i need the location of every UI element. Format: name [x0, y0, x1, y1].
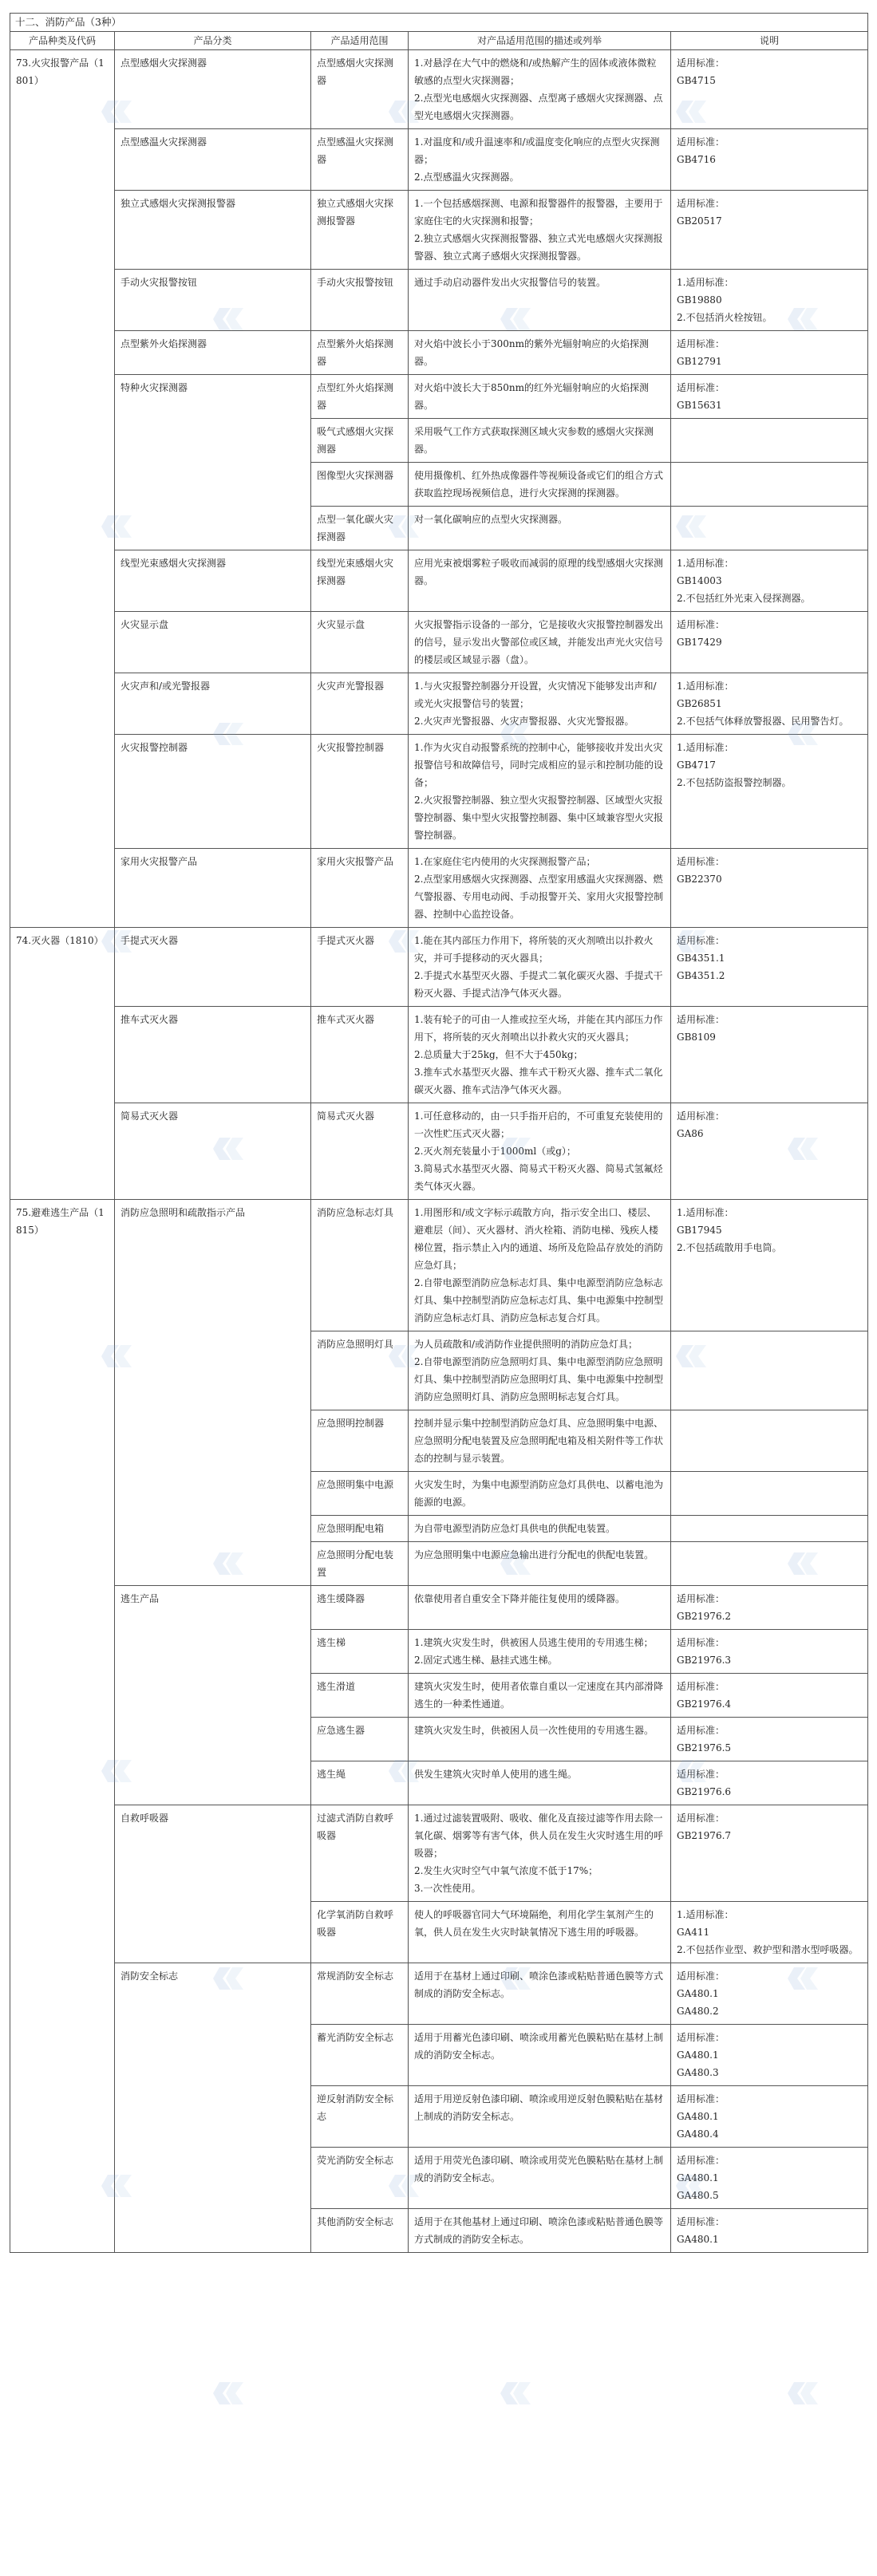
classification-cell: 火灾声和/或光警报器: [115, 673, 311, 735]
table-row: [10, 1718, 868, 1761]
description-cell: 依靠使用者自重安全下降并能往复使用的缓降器。: [409, 1586, 671, 1630]
table-row: [10, 50, 868, 129]
classification-cell: 家用火灾报警产品: [115, 849, 311, 928]
category-cell: [10, 1963, 115, 2025]
scope-cell: 逃生缓降器: [311, 1586, 409, 1630]
description-cell: 使用摄像机、红外热成像器件等视频设备或它们的组合方式获取监控现场视频信息，进行火灾探测的探测器。: [409, 463, 671, 507]
category-cell: [10, 1674, 115, 1718]
table-row: [10, 375, 868, 419]
table-row: [10, 1674, 868, 1718]
category-cell: [10, 1331, 115, 1410]
description-cell: 适用于在其他基材上通过印刷、喷涂色漆或粘贴普通色膜等方式制成的消防安全标志。: [409, 2209, 671, 2253]
description-cell: 1.对悬浮在大气中的燃烧和/或热解产生的固体或液体微粒敏感的点型火灾探测器； 2.点型光电感烟火灾探测器、点型离子感烟火灾探测器、点型光电感烟火灾探测器。: [409, 50, 671, 129]
category-cell: [10, 612, 115, 673]
scope-cell: 推车式灭火器: [311, 1007, 409, 1103]
category-cell: [10, 849, 115, 928]
header-cell: 说明: [671, 32, 868, 50]
note-cell: 适用标准： GB4715: [671, 50, 868, 129]
category-cell: 75.避难逃生产品（1815）: [10, 1200, 115, 1331]
note-cell: 1.适用标准： GB26851 2.不包括气体释放警报器、民用警告灯。: [671, 673, 868, 735]
scope-cell: 消防应急标志灯具: [311, 1200, 409, 1331]
table-row: [10, 1410, 868, 1472]
note-cell: 适用标准： GA480.1: [671, 2209, 868, 2253]
table-row: [10, 550, 868, 612]
category-cell: 74.灭火器（1810）: [10, 928, 115, 1007]
note-cell: 适用标准： GB8109: [671, 1007, 868, 1103]
description-cell: 采用吸气工作方式获取探测区域火灾参数的感烟火灾探测器。: [409, 419, 671, 463]
description-cell: 1.在家庭住宅内使用的火灾探测报警产品； 2.点型家用感烟火灾探测器、点型家用感温火灾探测器、燃气警报器、专用电动阀、手动报警开关、家用火灾报警控制器、控制中心监控设备。: [409, 849, 671, 928]
description-cell: 1.与火灾报警控制器分开设置，火灾情况下能够发出声和/或光火灾报警信号的装置； 2.火灾声光警报器、火灾声警报器、火灾光警报器。: [409, 673, 671, 735]
description-cell: 对火焰中波长大于850nm的红外光辐射响应的火焰探测器。: [409, 375, 671, 419]
classification-cell: [115, 463, 311, 507]
description-cell: 对火焰中波长小于300nm的紫外光辐射响应的火焰探测器。: [409, 331, 671, 375]
table-row: [10, 1586, 868, 1630]
description-cell: 适用于用荧光色漆印刷、喷涂或用荧光色膜粘贴在基材上制成的消防安全标志。: [409, 2148, 671, 2209]
note-cell: 1.适用标准： GB19880 2.不包括消火栓按钮。: [671, 270, 868, 331]
classification-cell: 自救呼吸器: [115, 1805, 311, 1902]
classification-cell: 火灾报警控制器: [115, 735, 311, 849]
note-cell: 适用标准： GA480.1 GA480.5: [671, 2148, 868, 2209]
scope-cell: 化学氧消防自救呼吸器: [311, 1902, 409, 1963]
classification-cell: 点型感温火灾探测器: [115, 129, 311, 191]
section-title: 十二、消防产品（3种）: [10, 14, 868, 32]
note-cell: [671, 463, 868, 507]
description-cell: 1.能在其内部压力作用下，将所装的灭火剂喷出以扑救火灾，并可手提移动的灭火器具； 2.手提式水基型灭火器、手提式二氧化碳灭火器、手提式干粉灭火器、手提式洁净气体灭火器。: [409, 928, 671, 1007]
category-cell: [10, 1761, 115, 1805]
scope-cell: 常规消防安全标志: [311, 1963, 409, 2025]
category-cell: [10, 1410, 115, 1472]
classification-cell: [115, 1331, 311, 1410]
table-row: [10, 1516, 868, 1542]
classification-cell: [115, 2148, 311, 2209]
description-cell: 适用于在基材上通过印刷、喷涂色漆或粘贴普通色膜等方式制成的消防安全标志。: [409, 1963, 671, 2025]
classification-cell: [115, 2086, 311, 2148]
classification-cell: 独立式感烟火灾探测报警器: [115, 191, 311, 270]
category-cell: [10, 270, 115, 331]
scope-cell: 火灾声光警报器: [311, 673, 409, 735]
scope-cell: 火灾显示盘: [311, 612, 409, 673]
note-cell: 适用标准： GB21976.3: [671, 1630, 868, 1674]
scope-cell: 应急照明配电箱: [311, 1516, 409, 1542]
classification-cell: 逃生产品: [115, 1586, 311, 1630]
classification-cell: [115, 419, 311, 463]
scope-cell: 点型红外火焰探测器: [311, 375, 409, 419]
note-cell: 适用标准： GB21976.2: [671, 1586, 868, 1630]
note-cell: [671, 419, 868, 463]
table-row: [10, 1963, 868, 2025]
category-cell: [10, 1586, 115, 1630]
table-row: [10, 191, 868, 270]
category-cell: [10, 1630, 115, 1674]
description-cell: 应用光束被烟雾粒子吸收而减弱的原理的线型感烟火灾探测器。: [409, 550, 671, 612]
scope-cell: 家用火灾报警产品: [311, 849, 409, 928]
scope-cell: 逃生梯: [311, 1630, 409, 1674]
note-cell: 适用标准： GB21976.5: [671, 1718, 868, 1761]
table-row: [10, 2025, 868, 2086]
table-row: [10, 507, 868, 550]
table-row: [10, 270, 868, 331]
table-row: [10, 1902, 868, 1963]
description-cell: 控制并显示集中控制型消防应急灯具、应急照明集中电源、应急照明分配电装置及应急照明配电箱及相关附件等工作状态的控制与显示装置。: [409, 1410, 671, 1472]
header-cell: 产品种类及代码: [10, 32, 115, 50]
table-row: [10, 2086, 868, 2148]
classification-cell: [115, 1516, 311, 1542]
note-cell: [671, 1542, 868, 1586]
category-cell: [10, 507, 115, 550]
category-cell: [10, 1805, 115, 1902]
table-row: [10, 463, 868, 507]
scope-cell: 荧光消防安全标志: [311, 2148, 409, 2209]
table-row: [10, 1331, 868, 1410]
description-cell: 为自带电源型消防应急灯具供电的供配电装置。: [409, 1516, 671, 1542]
classification-cell: 特种火灾探测器: [115, 375, 311, 419]
scope-cell: 吸气式感烟火灾探测器: [311, 419, 409, 463]
description-cell: 建筑火灾发生时，供被困人员一次性使用的专用逃生器。: [409, 1718, 671, 1761]
table-row: [10, 735, 868, 849]
description-cell: 建筑火灾发生时，使用者依靠自重以一定速度在其内部滑降逃生的一种柔性通道。: [409, 1674, 671, 1718]
watermark-logo: [211, 2377, 248, 2409]
description-cell: 1.可任意移动的，由一只手指开启的，不可重复充装使用的一次性贮压式灭火器； 2.灭火剂充装量小于1000ml（或g）； 3.简易式水基型灭火器、简易式干粉灭火器、简易式氢氟烃类气体灭火器。: [409, 1103, 671, 1200]
note-cell: 适用标准： GB4351.1 GB4351.2: [671, 928, 868, 1007]
scope-cell: 应急照明集中电源: [311, 1472, 409, 1516]
scope-cell: 逆反射消防安全标志: [311, 2086, 409, 2148]
classification-cell: [115, 1761, 311, 1805]
scope-cell: 逃生滑道: [311, 1674, 409, 1718]
classification-cell: [115, 1630, 311, 1674]
product-table: [10, 13, 868, 2253]
category-cell: [10, 735, 115, 849]
description-cell: 火灾报警指示设备的一部分，它是接收火灾报警控制器发出的信号，显示发出火警部位或区域，并能发出声光火灾信号的楼层或区域显示器（盘）。: [409, 612, 671, 673]
category-cell: [10, 463, 115, 507]
note-cell: 适用标准： GB20517: [671, 191, 868, 270]
watermark-logo: [786, 2377, 823, 2409]
table-row: [10, 2209, 868, 2253]
note-cell: 1.适用标准： GB4717 2.不包括防盗报警控制器。: [671, 735, 868, 849]
note-cell: 适用标准： GB21976.7: [671, 1805, 868, 1902]
scope-cell: 蓄光消防安全标志: [311, 2025, 409, 2086]
note-cell: [671, 1410, 868, 1472]
scope-cell: 线型光束感烟火灾探测器: [311, 550, 409, 612]
classification-cell: 手动火灾报警按钮: [115, 270, 311, 331]
classification-cell: [115, 507, 311, 550]
note-cell: 适用标准： GB21976.6: [671, 1761, 868, 1805]
classification-cell: [115, 2209, 311, 2253]
category-cell: [10, 419, 115, 463]
classification-cell: 线型光束感烟火灾探测器: [115, 550, 311, 612]
note-cell: 1.适用标准： GB14003 2.不包括红外光束入侵探测器。: [671, 550, 868, 612]
description-cell: 1.建筑火灾发生时，供被困人员逃生使用的专用逃生梯； 2.固定式逃生梯、悬挂式逃生梯。: [409, 1630, 671, 1674]
category-cell: [10, 1902, 115, 1963]
scope-cell: 点型感温火灾探测器: [311, 129, 409, 191]
table-row: [10, 1805, 868, 1902]
header-cell: 产品分类: [115, 32, 311, 50]
classification-cell: 点型感烟火灾探测器: [115, 50, 311, 129]
description-cell: 1.一个包括感烟探测、电源和报警器件的报警器，主要用于家庭住宅的火灾探测和报警； 2.独立式感烟火灾探测报警器、独立式光电感烟火灾探测报警器、独立式离子感烟火灾探测报警器。: [409, 191, 671, 270]
note-cell: [671, 1516, 868, 1542]
note-cell: 适用标准： GB15631: [671, 375, 868, 419]
category-cell: 73.火灾报警产品（1801）: [10, 50, 115, 129]
table-row: [10, 1630, 868, 1674]
scope-cell: 应急照明控制器: [311, 1410, 409, 1472]
note-cell: 适用标准： GB12791: [671, 331, 868, 375]
description-cell: 火灾发生时，为集中电源型消防应急灯具供电、以蓄电池为能源的电源。: [409, 1472, 671, 1516]
table-row: [10, 1007, 868, 1103]
note-cell: 适用标准： GB17429: [671, 612, 868, 673]
description-cell: 1.对温度和/或升温速率和/或温度变化响应的点型火灾探测器； 2.点型感温火灾探测器。: [409, 129, 671, 191]
classification-cell: 点型紫外火焰探测器: [115, 331, 311, 375]
category-cell: [10, 2209, 115, 2253]
category-cell: [10, 550, 115, 612]
category-cell: [10, 1472, 115, 1516]
note-cell: [671, 1331, 868, 1410]
scope-cell: 应急逃生器: [311, 1718, 409, 1761]
scope-cell: 点型紫外火焰探测器: [311, 331, 409, 375]
watermark-logo: [499, 2377, 535, 2409]
description-cell: 为应急照明集中电源应急输出进行分配电的供配电装置。: [409, 1542, 671, 1586]
description-cell: 适用于用蓄光色漆印刷、喷涂或用蓄光色膜粘贴在基材上制成的消防安全标志。: [409, 2025, 671, 2086]
note-cell: 适用标准： GA86: [671, 1103, 868, 1200]
category-cell: [10, 1007, 115, 1103]
description-cell: 适用于用逆反射色漆印刷、喷涂或用逆反射色膜粘贴在基材上制成的消防安全标志。: [409, 2086, 671, 2148]
table-row: [10, 1103, 868, 1200]
table-row: [10, 1761, 868, 1805]
table-row: [10, 129, 868, 191]
category-cell: [10, 2025, 115, 2086]
table-row: [10, 331, 868, 375]
category-cell: [10, 673, 115, 735]
classification-cell: [115, 2025, 311, 2086]
category-cell: [10, 2148, 115, 2209]
classification-cell: [115, 1902, 311, 1963]
classification-cell: 消防安全标志: [115, 1963, 311, 2025]
scope-cell: 火灾报警控制器: [311, 735, 409, 849]
category-cell: [10, 2086, 115, 2148]
scope-cell: 其他消防安全标志: [311, 2209, 409, 2253]
classification-cell: [115, 1410, 311, 1472]
category-cell: [10, 375, 115, 419]
note-cell: 适用标准： GB4716: [671, 129, 868, 191]
note-cell: [671, 507, 868, 550]
scope-cell: 消防应急照明灯具: [311, 1331, 409, 1410]
description-cell: 通过手动启动器件发出火灾报警信号的装置。: [409, 270, 671, 331]
note-cell: 适用标准： GB22370: [671, 849, 868, 928]
table-row: [10, 1200, 868, 1331]
classification-cell: 简易式灭火器: [115, 1103, 311, 1200]
description-cell: 为人员疏散和/或消防作业提供照明的消防应急灯具； 2.自带电源型消防应急照明灯具、集中电源型消防应急照明灯具、集中控制型消防应急照明灯具、集中电源集中控制型消防应急照明灯具、消防应急照明标志复合灯具。: [409, 1331, 671, 1410]
table-row: [10, 1472, 868, 1516]
note-cell: 1.适用标准： GA411 2.不包括作业型、救护型和潜水型呼吸器。: [671, 1902, 868, 1963]
classification-cell: [115, 1674, 311, 1718]
description-cell: 1.通过过滤装置吸附、吸收、催化及直接过滤等作用去除一氧化碳、烟雾等有害气体，供人员在发生火灾时逃生用的呼吸器； 2.发生火灾时空气中氧气浓度不低于17%； 3.一次性使用。: [409, 1805, 671, 1902]
header-cell: 产品适用范围: [311, 32, 409, 50]
category-cell: [10, 191, 115, 270]
classification-cell: [115, 1472, 311, 1516]
category-cell: [10, 1542, 115, 1586]
scope-cell: 逃生绳: [311, 1761, 409, 1805]
description-cell: 使人的呼吸器官同大气环境隔绝，利用化学生氧剂产生的氧，供人员在发生火灾时缺氧情况下逃生用的呼吸器。: [409, 1902, 671, 1963]
category-cell: [10, 331, 115, 375]
table-row: [10, 612, 868, 673]
table-row: [10, 849, 868, 928]
note-cell: 适用标准： GA480.1 GA480.2: [671, 1963, 868, 2025]
category-cell: [10, 1103, 115, 1200]
scope-cell: 简易式灭火器: [311, 1103, 409, 1200]
section-title-row: [10, 14, 868, 32]
scope-cell: 图像型火灾探测器: [311, 463, 409, 507]
note-cell: [671, 1472, 868, 1516]
description-cell: 1.用图形和/或文字标示疏散方向，指示安全出口、楼层、避难层（间）、灭火器材、消火栓箱、消防电梯、残疾人楼梯位置，指示禁止入内的通道、场所及危险品存放处的消防应急灯具； 2.自带电源型消防应急标志灯具、集中电源型消防应急标志灯具、集中控制型消防应急标志灯具、集中电源集中控制型消防应急标志灯具、消防应急标志复合灯具。: [409, 1200, 671, 1331]
header-cell: 对产品适用范围的描述或列举: [409, 32, 671, 50]
note-cell: 适用标准： GB21976.4: [671, 1674, 868, 1718]
scope-cell: 过滤式消防自救呼吸器: [311, 1805, 409, 1902]
category-cell: [10, 1718, 115, 1761]
description-cell: 对一氧化碳响应的点型火灾探测器。: [409, 507, 671, 550]
table-row: [10, 2148, 868, 2209]
category-cell: [10, 1516, 115, 1542]
classification-cell: 手提式灭火器: [115, 928, 311, 1007]
classification-cell: [115, 1718, 311, 1761]
scope-cell: 独立式感烟火灾探测报警器: [311, 191, 409, 270]
table-row: [10, 673, 868, 735]
header-row: [10, 32, 868, 50]
note-cell: 适用标准： GA480.1 GA480.3: [671, 2025, 868, 2086]
scope-cell: 手提式灭火器: [311, 928, 409, 1007]
classification-cell: [115, 1542, 311, 1586]
classification-cell: 火灾显示盘: [115, 612, 311, 673]
note-cell: 适用标准： GA480.1 GA480.4: [671, 2086, 868, 2148]
scope-cell: 手动火灾报警按钮: [311, 270, 409, 331]
category-cell: [10, 129, 115, 191]
description-cell: 1.作为火灾自动报警系统的控制中心，能够接收并发出火灾报警信号和故障信号，同时完成相应的显示和控制功能的设备； 2.火灾报警控制器、独立型火灾报警控制器、区域型火灾报警控制器、集中型火灾报警控制器、集中区域兼容型火灾报警控制器。: [409, 735, 671, 849]
table-row: [10, 419, 868, 463]
classification-cell: 推车式灭火器: [115, 1007, 311, 1103]
table-row: [10, 1542, 868, 1586]
table-row: [10, 928, 868, 1007]
classification-cell: 消防应急照明和疏散指示产品: [115, 1200, 311, 1331]
scope-cell: 点型感烟火灾探测器: [311, 50, 409, 129]
note-cell: 1.适用标准： GB17945 2.不包括疏散用手电筒。: [671, 1200, 868, 1331]
description-cell: 供发生建筑火灾时单人使用的逃生绳。: [409, 1761, 671, 1805]
scope-cell: 点型一氧化碳火灾探测器: [311, 507, 409, 550]
description-cell: 1.装有轮子的可由一人推或拉至火场，并能在其内部压力作用下，将所装的灭火剂喷出以扑救火灾的灭火器具； 2.总质量大于25kg，但不大于450kg； 3.推车式水基型灭火器、推车式干粉灭火器、推车式二氧化碳灭火器、推车式洁净气体灭火器。: [409, 1007, 671, 1103]
scope-cell: 应急照明分配电装置: [311, 1542, 409, 1586]
